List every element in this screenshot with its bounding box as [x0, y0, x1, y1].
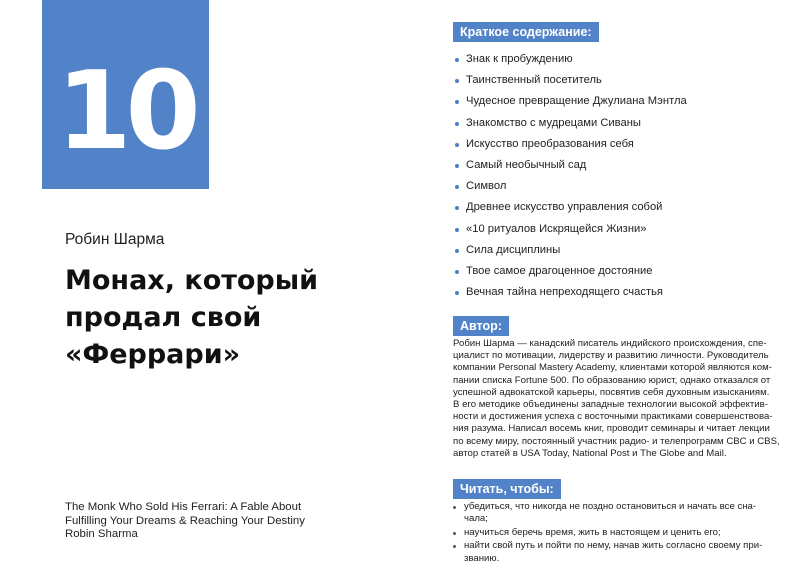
- summary-item: Символ: [455, 176, 687, 197]
- summary-item: Чудесное превращение Джулиана Мэнтла: [455, 91, 687, 112]
- read-purpose-item: [453, 501, 762, 526]
- summary-label: Краткое содержание:: [453, 22, 599, 42]
- summary-item: Сила дисциплины: [455, 240, 687, 261]
- book-title-line: «Феррари»: [65, 339, 241, 370]
- original-title-line: Fulfilling Your Dreams & Reaching Your Destiny: [65, 514, 305, 527]
- read-purpose-line: убедиться, что никогда не поздно остановиться и начать все сна-: [464, 501, 757, 512]
- author-bio-line: Робин Шарма — канадский писатель индийского происхождения, спе-: [453, 338, 767, 349]
- read-purpose-list: [453, 501, 762, 566]
- read-purpose-line: званию.: [464, 552, 500, 564]
- read-purpose-item: [453, 527, 762, 539]
- author-bio-line: компании Personal Mastery Academy, клиентами которой являются ком-: [453, 362, 772, 374]
- author-name: Робин Шарма: [65, 231, 165, 248]
- original-title: [65, 501, 365, 542]
- summary-item: Твое самое драгоценное достояние: [455, 261, 687, 282]
- book-title: [65, 262, 355, 373]
- read-purpose-item: [453, 540, 762, 565]
- summary-item: «10 ритуалов Искрящейся Жизни»: [455, 219, 687, 240]
- read-section-label: Читать, чтобы:: [453, 479, 561, 499]
- author-bio-line: успешной адвокатской карьеры, посвятив себя духовным изысканиям.: [453, 386, 770, 398]
- summary-item: Таинственный посетитель: [455, 70, 687, 91]
- author-bio-line: ния разума. Написал восемь книг, проводит семинары и читает лекции: [453, 423, 770, 435]
- read-purpose-line: найти свой путь и пойти по нему, начав жить согласно своему при-: [464, 540, 763, 552]
- author-bio-line: пании списка Fortune 500. По образованию юрист, однако отказался от: [453, 374, 771, 386]
- author-bio-line: ности и достижения успеха с восточными практиками совершенствова-: [453, 411, 773, 423]
- summary-item: Искусство преобразования себя: [455, 134, 687, 155]
- book-title-line: Монах, который: [65, 265, 319, 296]
- read-purpose-line: чала;: [464, 513, 488, 525]
- book-title-line: продал свой: [65, 302, 262, 333]
- summary-item: Вечная тайна непреходящего счастья: [455, 282, 687, 303]
- original-author-line: Robin Sharma: [65, 528, 138, 540]
- author-bio-line: циалист по мотивации, лидерству и развитию личности. Руководитель: [453, 350, 769, 362]
- author-bio-line: по всему миру, постоянный участник радио- и телепрограмм CBC и CBS,: [453, 435, 780, 447]
- summary-list: [455, 49, 687, 303]
- summary-item: Самый необычный сад: [455, 155, 687, 176]
- read-purpose-line: научиться беречь время, жить в настоящем и ценить его;: [464, 526, 721, 538]
- author-bio-line: автор статей в USA Today, National Post и The Globe and Mail.: [453, 447, 727, 459]
- original-title-line: The Monk Who Sold His Ferrari: A Fable About: [65, 501, 302, 513]
- chapter-number-block: [42, 0, 209, 189]
- author-bio-line: В его методике объединены западные технологии высокой эффектив-: [453, 399, 768, 411]
- summary-item: Знак к пробуждению: [455, 49, 687, 70]
- author-section-label: Автор:: [453, 316, 509, 336]
- author-bio: [453, 338, 793, 460]
- summary-item: Знакомство с мудрецами Сиваны: [455, 113, 687, 134]
- chapter-number: 10: [56, 48, 195, 174]
- summary-item: Древнее искусство управления собой: [455, 197, 687, 218]
